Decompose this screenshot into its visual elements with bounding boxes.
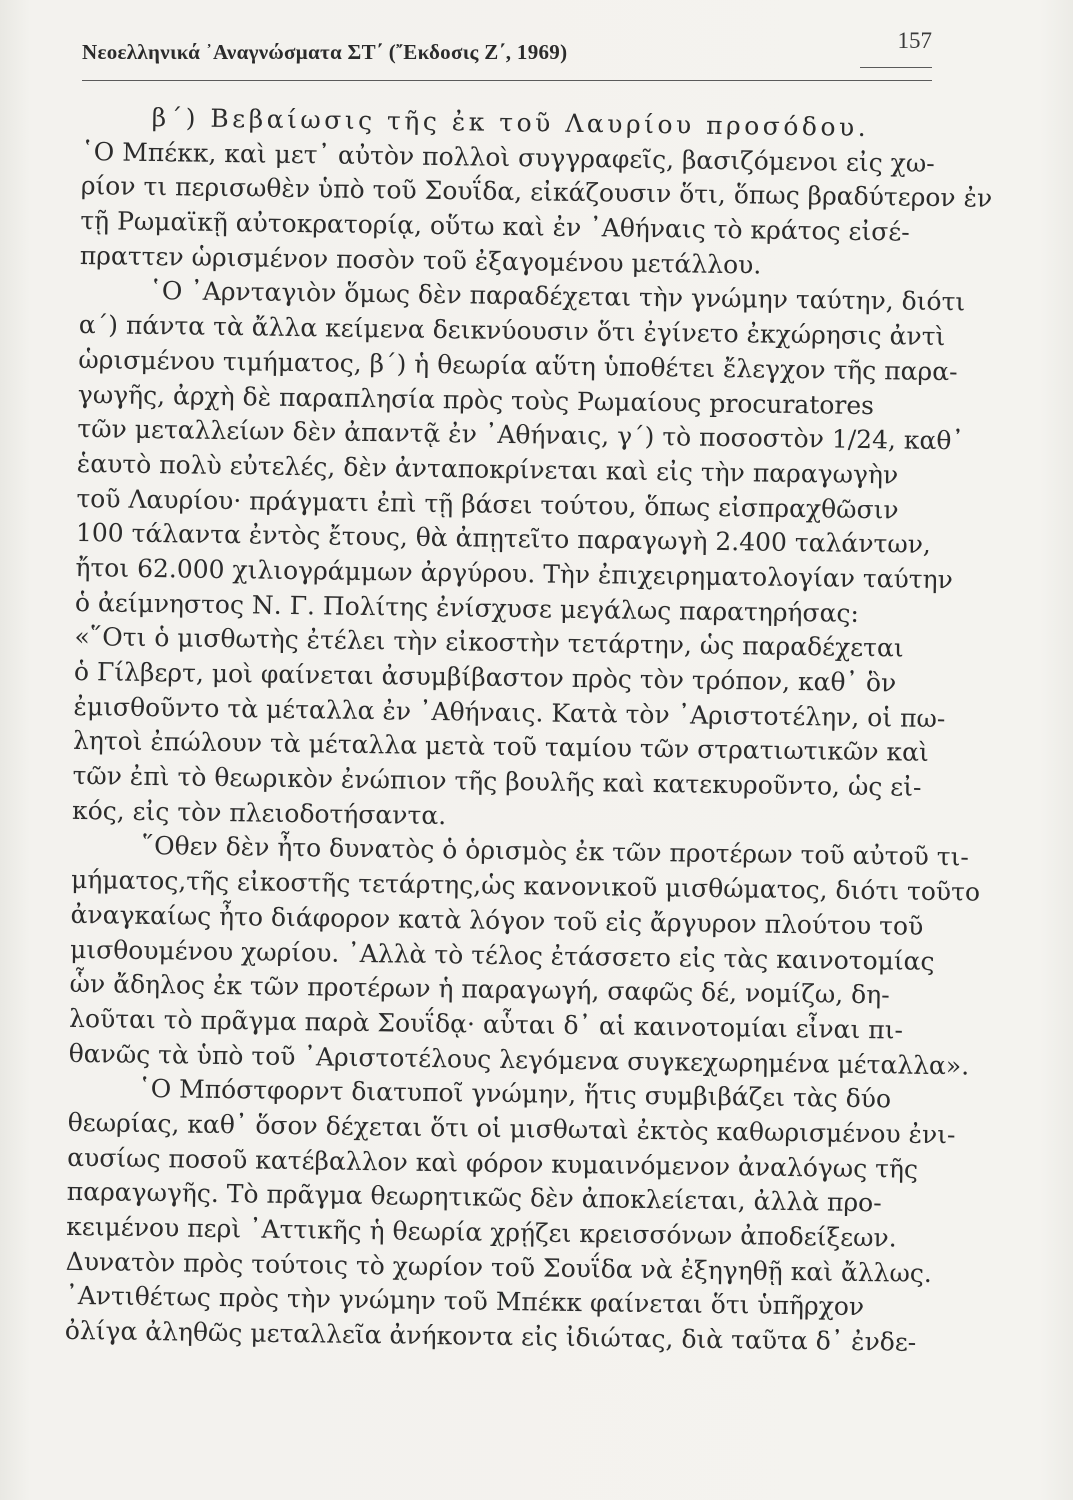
text-line: ὀλίγα ἀληθῶς μεταλλεῖα ἀνήκοντα εἰς ἰδιώτας, διὰ ταῦτα δ᾿ ἐνδε- bbox=[64, 1315, 917, 1357]
text-line: τῶν μεταλλείων δὲν ἀπαντᾷ ἐν ᾿Αθήναις, γ΄) τὸ ποσοστὸν 1/24, καθ᾿ bbox=[77, 414, 965, 456]
text-line: α΄) πάντα τὰ ἄλλα κείμενα δεικνύουσιν ὅτι ἐγίνετο ἐκχώρησις ἀντὶ bbox=[78, 310, 946, 352]
text-line: τοῦ Λαυρίου· πράγματι ἐπὶ τῇ βάσει τούτου, ὅπως εἰσπραχθῶσιν bbox=[76, 483, 899, 525]
text-line: μήματος,τῆς εἰκοστῆς τετάρτης,ὡς κανονικοῦ μισθώματος, διότι τοῦτο bbox=[70, 865, 981, 907]
text-line: θανῶς τὰ ὑπὸ τοῦ ᾿Αριστοτέλους λεγόμενα συγκεχωρημένα μέταλλα». bbox=[68, 1038, 970, 1081]
text-line: θεωρίας, καθ᾿ ὅσον δέχεται ὅτι οἱ μισθωταὶ ἐκτὸς καθωρισμένου ἐνι- bbox=[67, 1107, 956, 1150]
text-line: ἤτοι 62.000 χιλιογράμμων ἀργύρου. Τὴν ἐπιχειρηματολογίαν ταύτην bbox=[75, 552, 953, 595]
text-line: ὁ Γίλβερτ, μοὶ φαίνεται ἀσυμβίβαστον πρὸς τὸν τρόπον, καθ᾿ ὃν bbox=[73, 656, 897, 698]
text-line: πραττεν ὡρισμένον ποσὸν τοῦ ἐξαγομένου μετάλλου. bbox=[79, 240, 762, 280]
section-heading: β΄) Βεβαίωσις τῆς ἐκ τοῦ Λαυρίου προσόδου. bbox=[151, 102, 870, 142]
text-line: ὡρισμένου τιμήματος, β΄) ἡ θεωρία αὕτη ὑποθέτει ἔλεγχον τῆς παρα- bbox=[78, 344, 958, 387]
text-line: λητοὶ ἐπώλουν τὰ μέταλλα μετὰ τοῦ ταμίου τῶν στρατιωτικῶν καὶ bbox=[72, 726, 929, 768]
page-number: 157 bbox=[897, 28, 932, 53]
text-line: «῞Οτι ὁ μισθωτὴς ἐτέλει τὴν εἰκοστὴν τετάρτην, ὡς παραδέχεται bbox=[74, 622, 904, 663]
text-line: τῇ Ρωμαϊκῇ αὐτοκρατορίᾳ, οὕτω καὶ ἐν ᾿Αθήναις τὸ κράτος εἰσέ- bbox=[80, 206, 910, 247]
text-line: μισθουμένου χωρίου. ᾿Αλλὰ τὸ τέλος ἐτάσσετο εἰς τὰς καινοτομίας bbox=[69, 934, 935, 976]
text-line: 100 τάλαντα ἐντὸς ἔτους, θὰ ἀπῃτεῖτο παραγωγὴ 2.400 ταλάντων, bbox=[75, 518, 932, 560]
page-header bbox=[82, 28, 932, 78]
page-number-underline bbox=[860, 67, 932, 68]
text-line: κειμένου περὶ ᾿Αττικῆς ἡ θεωρία χρῄζει κρεισσόνων ἀποδείξεων. bbox=[66, 1211, 897, 1253]
text-line: ῾Ο ᾿Αρνταγιὸν ὅμως δὲν παραδέχεται τὴν γνώμην ταύτην, διότι bbox=[149, 276, 966, 317]
text-line: κός, εἰς τὸν πλειοδοτήσαντα. bbox=[71, 795, 447, 830]
text-line: ἑαυτὸ πολὺ εὐτελές, δὲν ἀνταποκρίνεται καὶ εἰς τὴν παραγωγὴν bbox=[76, 448, 899, 490]
text-line: ῾Ο Μπόστφορντ διατυποῖ γνώμην, ἥτις συμβιβάζει τὰς δύο bbox=[137, 1074, 892, 1114]
text-line: παραγωγῆς. Τὸ πρᾶγμα θεωρητικῶς δὲν ἀποκλείεται, ἀλλὰ προ- bbox=[66, 1177, 882, 1218]
text-line: τῶν ἐπὶ τὸ θεωρικὸν ἐνώπιον τῆς βουλῆς καὶ κατεκυροῦντο, ὡς εἰ- bbox=[72, 760, 922, 802]
body-text bbox=[64, 100, 993, 1361]
text-line: γωγῆς, ἀρχὴ δὲ παραπλησία πρὸς τοὺς Ρωμαίους procuratores bbox=[77, 379, 875, 420]
text-line: ὧν ἄδηλος ἐκ τῶν προτέρων ἡ παραγωγή, σαφῶς δέ, νομίζω, δη- bbox=[69, 969, 890, 1010]
text-line: ρίον τι περισωθὲν ὑπὸ τοῦ Σουΐδα, εἰκάζουσιν ὅτι, ὅπως βραδύτερον ἐν bbox=[80, 171, 993, 214]
text-line: ἐμισθοῦντο τὰ μέταλλα ἐν ᾿Αθήναις. Κατὰ τὸν ᾿Αριστοτέλην, οἱ πω- bbox=[73, 691, 946, 733]
header-rule bbox=[82, 80, 932, 81]
text-line: λοῦται τὸ πρᾶγμα παρὰ Σουΐδᾳ· αὗται δ᾿ αἱ καινοτομίαι εἶναι πι- bbox=[68, 1003, 904, 1045]
text-line: ᾿Αντιθέτως πρὸς τὴν γνώμην τοῦ Μπέκκ φαίνεται ὅτι ὑπῆρχον bbox=[65, 1281, 865, 1322]
text-line: ῾Ο Μπέκκ, καὶ μετ᾿ αὐτὸν πολλοὶ συγγραφεῖς, βασιζόμενοι εἰς χω- bbox=[81, 136, 935, 178]
text-line: Δυνατὸν πρὸς τούτοις τὸ χωρίον τοῦ Σουΐδα νὰ ἐξηγηθῇ καὶ ἄλλως. bbox=[65, 1246, 933, 1288]
running-head: Νεοελληνικά ᾿Αναγνώσματα ΣΤ΄ (῎Εκδοσις Ζ΄, 1969) bbox=[82, 40, 568, 64]
text-line: αυσίως ποσοῦ κατέβαλλον καὶ φόρον κυμαινόμενον ἀναλόγως τῆς bbox=[67, 1142, 919, 1184]
text-line: ἀναγκαίως ἦτο διάφορον κατὰ λόγον τοῦ εἰς ἄργυρον πλούτου τοῦ bbox=[70, 899, 924, 941]
text-line: ῞Οθεν δὲν ἦτο δυνατὸς ὁ ὁρισμὸς ἐκ τῶν προτέρων τοῦ αὐτοῦ τι- bbox=[141, 831, 970, 872]
text-line: ὁ ἀείμνηστος Ν. Γ. Πολίτης ἐνίσχυσε μεγάλως παρατηρήσας: bbox=[74, 587, 860, 628]
